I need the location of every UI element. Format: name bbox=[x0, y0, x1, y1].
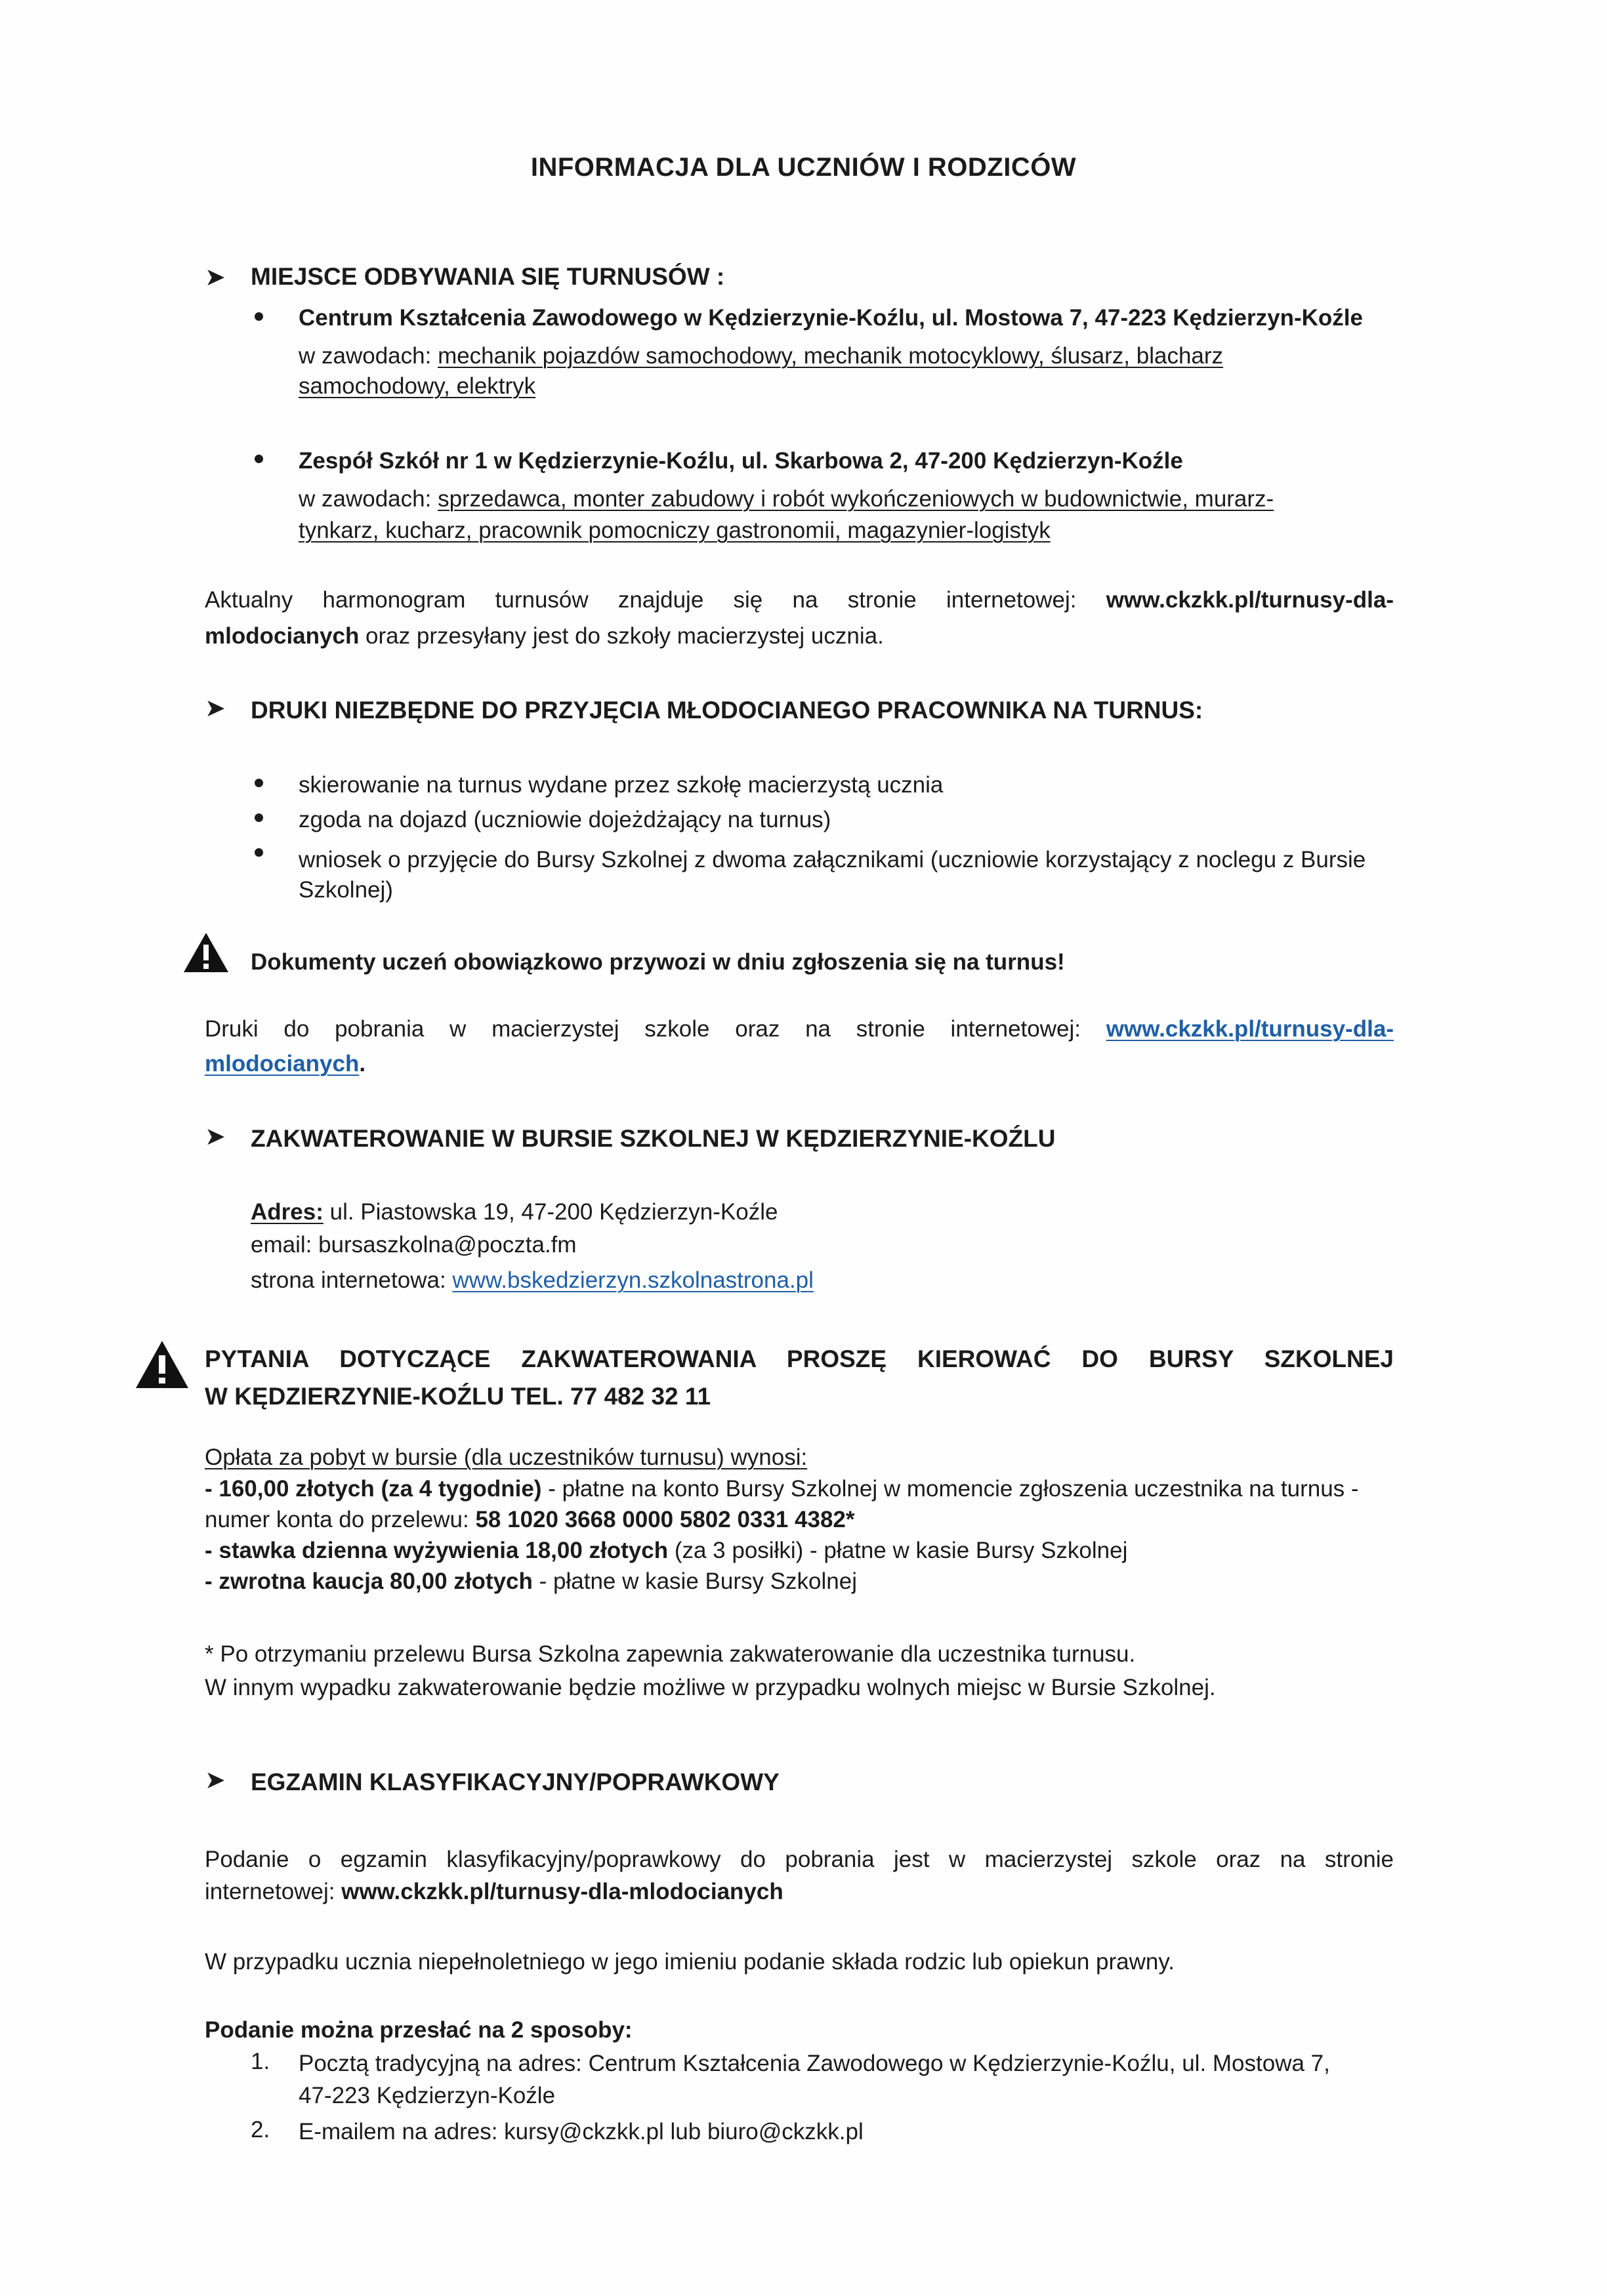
footnote-line2: W innym wypadku zakwaterowanie będzie możliwe w przypadku wolnych miejsc w Bursie Szkolnej. bbox=[205, 1675, 1216, 1700]
document-item-1: skierowanie na turnus wydane przez szkołę macierzystą ucznia bbox=[299, 772, 944, 798]
warning-icon bbox=[182, 932, 230, 974]
bursa-website bbox=[251, 1264, 814, 1297]
fee-1-text: - płatne na konto Bursy Szkolnej w momencie zgłoszenia uczestnika na turnus - bbox=[541, 1476, 1359, 1502]
forms-text: Druki do pobrania w macierzystej szkole oraz na stronie internetowej: bbox=[205, 1016, 1081, 1042]
bursa-address bbox=[251, 1196, 778, 1229]
page-title: INFORMACJA DLA UCZNIÓW I RODZICÓW bbox=[530, 153, 1077, 182]
accommodation-questions-line2: W KĘDZIERZYNIE-KOŹLU TEL. 77 482 32 11 bbox=[205, 1383, 711, 1410]
schedule-paragraph-line1 bbox=[205, 584, 1394, 617]
document-item-3: wniosek o przyjęcie do Bursy Szkolnej z dwoma załącznikami (uczniowie korzystający z noclegu z Bursie bbox=[299, 847, 1366, 872]
section-heading-documents: DRUKI NIEZBĘDNE DO PRZYJĘCIA MŁODOCIANEGO PRACOWNIKA NA TURNUS: bbox=[251, 697, 1203, 724]
address-label: Adres: bbox=[251, 1199, 323, 1225]
section-heading-locations: MIEJSCE ODBYWANIA SIĘ TURNUSÓW : bbox=[251, 263, 725, 290]
account-label: numer konta do przelewu: bbox=[205, 1507, 476, 1532]
schedule-url: www.ckzkk.pl/turnusy-dla- bbox=[1106, 587, 1394, 613]
fee-heading: Opłata za pobyt w bursie (dla uczestników turnusu) wynosi: bbox=[205, 1445, 808, 1470]
bullet-icon bbox=[255, 779, 263, 787]
location-1-prefix: w zawodach: bbox=[299, 343, 438, 369]
exam-label: internetowej: bbox=[205, 1879, 342, 1904]
location-1-professions-line2: samochodowy, elektryk bbox=[299, 373, 536, 399]
exam-url: www.ckzkk.pl/turnusy-dla-mlodocianych bbox=[341, 1879, 783, 1904]
way-1-number: 1. bbox=[251, 2049, 270, 2074]
bullet-icon bbox=[255, 455, 263, 463]
forms-link[interactable]: www.ckzkk.pl/turnusy-dla- bbox=[1106, 1016, 1394, 1042]
fee-2 bbox=[205, 1534, 1127, 1567]
schedule-paragraph-line2 bbox=[205, 620, 884, 653]
fee-1-account bbox=[205, 1504, 855, 1536]
exam-paragraph-line1: Podanie o egzamin klasyfikacyjny/poprawkowy do pobrania jest w macierzystej szkole oraz na stronie bbox=[205, 1847, 1394, 1872]
arrow-bullet-icon: ➤ bbox=[205, 1123, 226, 1151]
warning-icon bbox=[135, 1340, 190, 1389]
fee-2-text: (za 3 posiłki) - płatne w kasie Bursy Szkolnej bbox=[668, 1538, 1128, 1563]
location-2-name: Zespół Szkół nr 1 w Kędzierzynie-Koźlu, ul. Skarbowa 2, 47-200 Kędzierzyn-Koźle bbox=[299, 448, 1183, 474]
bullet-icon bbox=[255, 848, 263, 857]
bursa-email: email: bursaszkolna@poczta.fm bbox=[251, 1232, 577, 1258]
section-heading-exam: EGZAMIN KLASYFIKACYJNY/POPRAWKOWY bbox=[251, 1769, 780, 1795]
schedule-text-end: oraz przesyłany jest do szkoły macierzystej ucznia. bbox=[359, 623, 884, 649]
fee-2-amount: - stawka dzienna wyżywienia 18,00 złotych bbox=[205, 1538, 669, 1563]
fee-1-amount: - 160,00 złotych (za 4 tygodnie) bbox=[205, 1476, 542, 1502]
bullet-icon bbox=[255, 813, 263, 822]
fee-3 bbox=[205, 1565, 857, 1598]
warning-documents: Dokumenty uczeń obowiązkowo przywozi w dniu zgłoszenia się na turnus! bbox=[251, 949, 1065, 975]
fee-1 bbox=[205, 1473, 1359, 1506]
forms-paragraph-line2 bbox=[205, 1048, 365, 1080]
accommodation-questions-line1: PYTANIA DOTYCZĄCE ZAKWATEROWANIA PROSZĘ KIEROWAĆ DO BURSY SZKOLNEJ bbox=[205, 1345, 1394, 1372]
bullet-icon bbox=[255, 312, 263, 321]
schedule-url-end: mlodocianych bbox=[205, 623, 360, 649]
document-item-3-cont: Szkolnej) bbox=[299, 877, 393, 903]
exam-paragraph-line2 bbox=[205, 1876, 783, 1908]
address-value: ul. Piastowska 19, 47-200 Kędzierzyn-Koźle bbox=[323, 1199, 778, 1225]
submission-heading: Podanie można przesłać na 2 sposoby: bbox=[205, 2017, 633, 2043]
way-2-line1: E-mailem na adres: kursy@ckzkk.pl lub biuro@ckzkk.pl bbox=[299, 2119, 864, 2144]
section-heading-accommodation: ZAKWATEROWANIE W BURSIE SZKOLNEJ W KĘDZIERZYNIE-KOŹLU bbox=[251, 1125, 1056, 1152]
way-2-number: 2. bbox=[251, 2117, 270, 2142]
location-2-professions-line1: sprzedawca, monter zabudowy i robót wykończeniowych w budownictwie, murarz- bbox=[438, 486, 1274, 512]
location-1-professions bbox=[299, 340, 1223, 373]
footnote-line1: * Po otrzymaniu przelewu Bursa Szkolna zapewnia zakwaterowanie dla uczestnika turnusu. bbox=[205, 1641, 1136, 1667]
arrow-bullet-icon: ➤ bbox=[205, 1767, 226, 1794]
way-1-line1: Pocztą tradycyjną na adres: Centrum Kształcenia Zawodowego w Kędzierzynie-Koźlu, ul. Mostowa 7, bbox=[299, 2051, 1330, 2076]
location-2-professions-line2: tynkarz, kucharz, pracownik pomocniczy gastronomii, magazynier-logistyk bbox=[299, 518, 1051, 543]
arrow-bullet-icon: ➤ bbox=[205, 264, 226, 291]
forms-link-end[interactable]: mlodocianych bbox=[205, 1051, 360, 1076]
location-1-professions-line1: mechanik pojazdów samochodowy, mechanik motocyklowy, ślusarz, blacharz bbox=[438, 343, 1224, 369]
arrow-bullet-icon: ➤ bbox=[205, 695, 226, 722]
forms-period: . bbox=[359, 1051, 366, 1076]
website-link[interactable]: www.bskedzierzyn.szkolnastrona.pl bbox=[452, 1267, 814, 1293]
document-item-2: zgoda na dojazd (uczniowie dojeżdżający na turnus) bbox=[299, 807, 831, 832]
forms-paragraph-line1 bbox=[205, 1013, 1394, 1046]
schedule-text: Aktualny harmonogram turnusów znajduje się na stronie internetowej: bbox=[205, 587, 1077, 613]
location-2-prefix: w zawodach: bbox=[299, 486, 438, 512]
fee-3-text: - płatne w kasie Bursy Szkolnej bbox=[532, 1568, 858, 1594]
location-2-professions bbox=[299, 483, 1274, 516]
fee-3-amount: - zwrotna kaucja 80,00 złotych bbox=[205, 1568, 533, 1594]
account-number: 58 1020 3668 0000 5802 0331 4382* bbox=[475, 1507, 855, 1532]
minor-paragraph: W przypadku ucznia niepełnoletniego w jego imieniu podanie składa rodzic lub opiekun prawny. bbox=[205, 1949, 1175, 1975]
way-1-line2: 47-223 Kędzierzyn-Koźle bbox=[299, 2083, 556, 2108]
location-1-name: Centrum Kształcenia Zawodowego w Kędzierzynie-Koźlu, ul. Mostowa 7, 47-223 Kędzierzyn-Koźle bbox=[299, 305, 1363, 331]
website-label: strona internetowa: bbox=[251, 1267, 453, 1293]
